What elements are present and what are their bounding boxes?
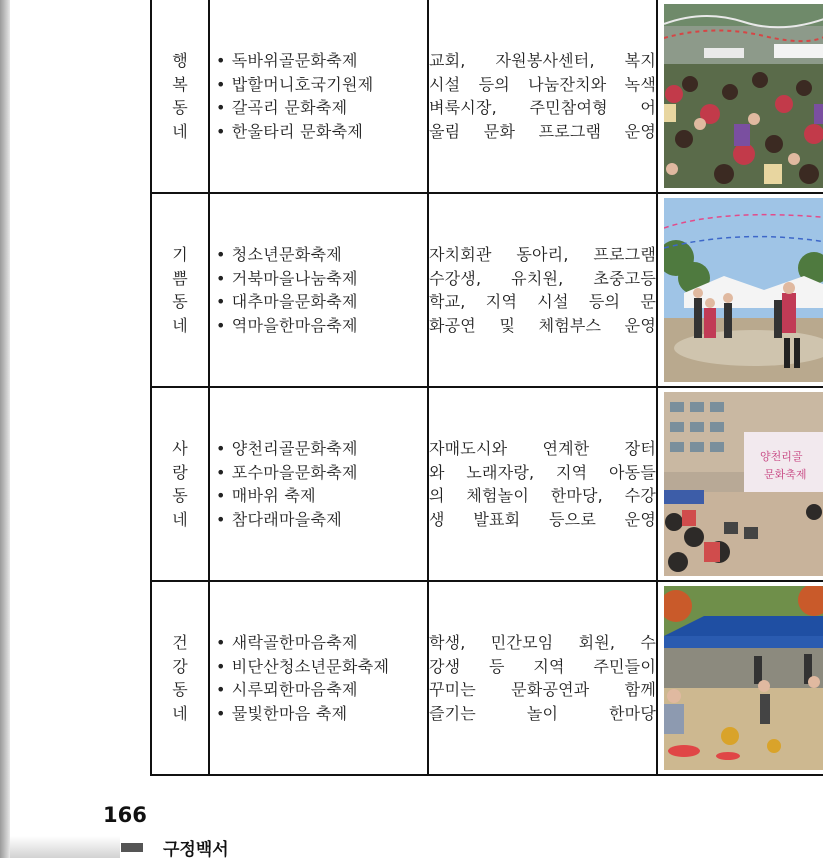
festival-crowd-photo (664, 4, 823, 188)
festival-list-cell (209, 581, 428, 775)
festival-item: • 밥할머니호국기원제 (216, 73, 427, 97)
festival-item: • 포수마을문화축제 (216, 461, 427, 485)
festival-item: • 참다래마을축제 (216, 508, 427, 532)
festival-list-cell (209, 387, 428, 581)
dong-name-cell: 건 강 동 네 (151, 581, 209, 775)
table-row (151, 0, 823, 193)
footer-marker (121, 843, 143, 852)
dong-name-cell: 기 쁨 동 네 (151, 193, 209, 387)
banner-text: 문화축제 (764, 468, 807, 481)
festival-item: • 독바위골문화축제 (216, 49, 427, 73)
description-cell: 자매도시와 연계한 장터 와 노래자랑, 지역 아동들 의 체험놀이 한마당, 수강 생 발표회 등으로 운영 (428, 387, 657, 581)
festival-item: • 거북마을나눔축제 (216, 267, 427, 291)
dong-name-cell: 행 복 동 네 (151, 0, 209, 193)
festival-list-cell (209, 0, 428, 193)
book-title: 구정백서 (163, 840, 229, 860)
festival-item: • 한울타리 문화축제 (216, 120, 427, 144)
photo-cell (657, 0, 823, 193)
page-number: 166 (103, 803, 147, 827)
festival-table (150, 0, 823, 776)
description-cell: 교회, 자원봉사센터, 복지 시설 등의 나눔잔치와 녹색 벼룩시장, 주민참여형 어 울림 문화 프로그램 운영 (428, 0, 657, 193)
banner-text: 양천리골 (760, 450, 803, 463)
school-festival-photo (664, 392, 823, 576)
description-cell: 자치회관 동아리, 프로그램 수강생, 유치원, 초중고등 학교, 지역 시설 등의 문 화공연 및 체험부스 운영 (428, 193, 657, 387)
festival-list-cell (209, 193, 428, 387)
page-binding-edge (0, 0, 10, 858)
festival-item: • 양천리골문화축제 (216, 437, 427, 461)
outdoor-games-photo (664, 586, 823, 770)
festival-item: • 청소년문화축제 (216, 243, 427, 267)
festival-item: • 시루뫼한마음축제 (216, 678, 427, 702)
photo-cell (657, 387, 823, 581)
festival-item: • 비단산청소년문화축제 (216, 655, 427, 679)
table-row (151, 581, 823, 775)
photo-cell (657, 581, 823, 775)
table-row (151, 193, 823, 387)
festival-item: • 갈곡리 문화축제 (216, 96, 427, 120)
festival-item: • 새락골한마음축제 (216, 631, 427, 655)
table-row (151, 387, 823, 581)
festival-item: • 매바위 축제 (216, 484, 427, 508)
page-fold-shadow (10, 836, 120, 858)
dong-name-cell: 사 랑 동 네 (151, 387, 209, 581)
festival-item: • 대추마을문화축제 (216, 290, 427, 314)
festival-performance-photo (664, 198, 823, 382)
description-cell: 학생, 민간모임 회원, 수 강생 등 지역 주민들이 꾸미는 문화공연과 함께 즐기는 놀이 한마당 (428, 581, 657, 775)
photo-cell (657, 193, 823, 387)
festival-item: • 역마을한마음축제 (216, 314, 427, 338)
festival-item: • 물빛한마음 축제 (216, 702, 427, 726)
